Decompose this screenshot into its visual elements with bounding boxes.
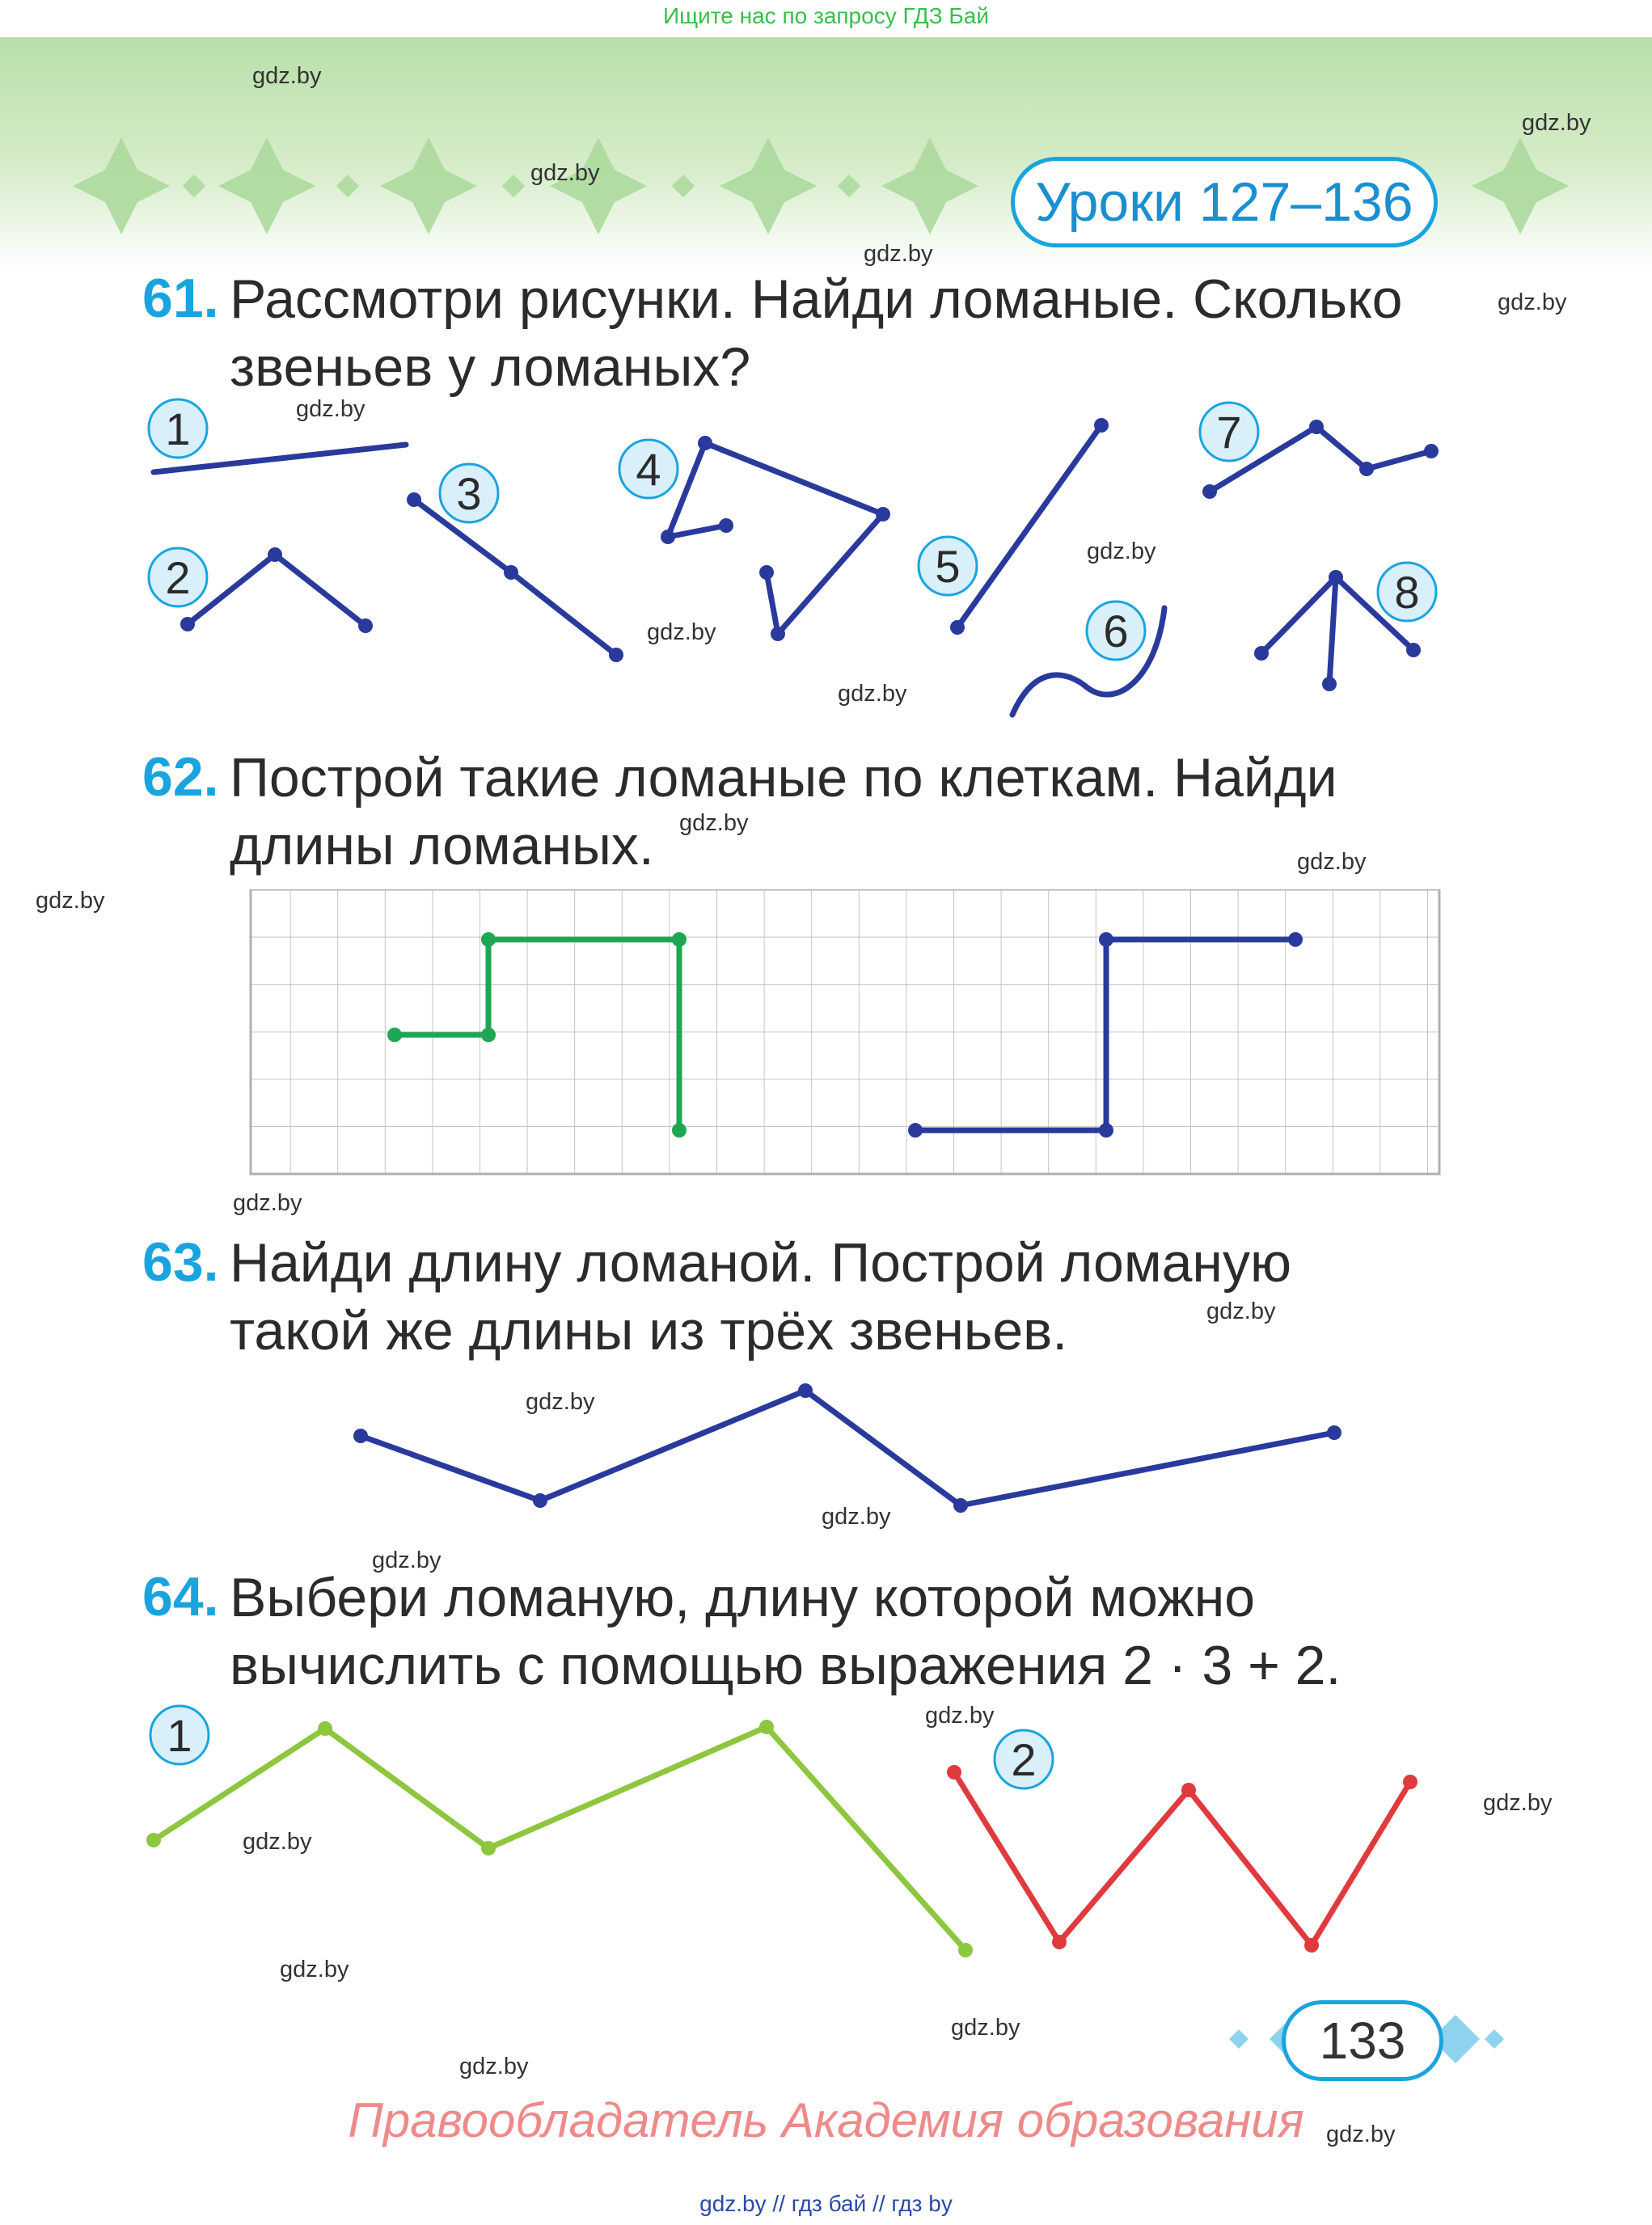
watermark: gdz.by bbox=[1522, 110, 1591, 136]
watermark: gdz.by bbox=[1087, 538, 1156, 564]
polyline-2 bbox=[188, 555, 365, 626]
figure-label: 7 bbox=[1216, 407, 1242, 458]
top-note: Ищите нас по запросу ГДЗ Бай bbox=[662, 3, 990, 28]
watermark: gdz.by bbox=[530, 160, 600, 186]
figure-label: 1 bbox=[167, 1710, 192, 1761]
watermark: gdz.by bbox=[1326, 2122, 1396, 2147]
task-text-line: вычислить с помощью выражения 2 · 3 + 2. bbox=[230, 1635, 1341, 1696]
task-number: 63. bbox=[142, 1231, 219, 1293]
figure-label: 3 bbox=[456, 468, 482, 519]
figure-label: 1 bbox=[165, 403, 191, 454]
task64-figures bbox=[0, 1698, 1652, 1989]
watermark: gdz.by bbox=[679, 810, 749, 836]
figure-label: 4 bbox=[636, 444, 661, 495]
polyline-64-1 bbox=[154, 1727, 965, 1950]
task-text-line: длины ломаных. bbox=[230, 815, 654, 876]
watermark: gdz.by bbox=[372, 1547, 442, 1573]
lessons-badge: Уроки 127–136 bbox=[1011, 157, 1438, 247]
task-text-line: Найди длину ломаной. Построй ломаную bbox=[230, 1232, 1291, 1294]
figure-label: 5 bbox=[935, 541, 961, 592]
watermark: gdz.by bbox=[36, 888, 105, 914]
watermark: gdz.by bbox=[1483, 1790, 1553, 1816]
task61-figures bbox=[0, 388, 1652, 728]
task-number: 62. bbox=[142, 746, 219, 808]
watermark: gdz.by bbox=[864, 241, 933, 267]
task-text-line: Рассмотри рисунки. Найди ломаные. Сколько bbox=[230, 268, 1403, 330]
copyright-text: Правообладатель Академия образования bbox=[348, 2093, 1304, 2147]
watermark: gdz.by bbox=[243, 1829, 312, 1855]
bottom-note: gdz.by // гдз бай // гдз by bbox=[699, 2191, 953, 2216]
figure-label: 8 bbox=[1394, 567, 1420, 618]
task-number: 61. bbox=[142, 268, 219, 329]
watermark: gdz.by bbox=[838, 681, 907, 707]
task-text-line: Выбери ломаную, длину которой можно bbox=[230, 1567, 1256, 1628]
figure-label: 6 bbox=[1103, 606, 1129, 657]
watermark: gdz.by bbox=[296, 396, 365, 422]
figure-label: 2 bbox=[165, 552, 191, 603]
polyline-4 bbox=[668, 443, 883, 634]
task62-grid bbox=[243, 889, 1447, 1180]
watermark: gdz.by bbox=[822, 1504, 891, 1530]
polyline-8-leg bbox=[1329, 577, 1336, 684]
watermark: gdz.by bbox=[647, 619, 716, 645]
polyline-64-2 bbox=[954, 1772, 1410, 1945]
polyline-63 bbox=[361, 1391, 1334, 1505]
watermark: gdz.by bbox=[1498, 289, 1567, 315]
page-number: 133 bbox=[1282, 2000, 1443, 2081]
task-text-line: Построй такие ломаные по клеткам. Найди bbox=[230, 747, 1337, 809]
task-text-line: звеньев у ломаных? bbox=[230, 336, 751, 398]
watermark: gdz.by bbox=[1206, 1298, 1276, 1324]
task-text-line: такой же длины из трёх звеньев. bbox=[230, 1300, 1068, 1362]
watermark: gdz.by bbox=[951, 2015, 1020, 2041]
task63-figure bbox=[0, 1374, 1652, 1520]
task-number: 64. bbox=[142, 1566, 219, 1628]
watermark: gdz.by bbox=[280, 1957, 349, 1982]
watermark: gdz.by bbox=[252, 63, 322, 89]
watermark: gdz.by bbox=[233, 1190, 302, 1216]
figure-label: 2 bbox=[1011, 1734, 1037, 1785]
watermark: gdz.by bbox=[526, 1389, 595, 1415]
segment-5 bbox=[957, 425, 1101, 627]
watermark: gdz.by bbox=[1297, 849, 1367, 875]
watermark: gdz.by bbox=[459, 2054, 529, 2079]
grid-paper bbox=[251, 889, 1439, 1174]
watermark: gdz.by bbox=[925, 1703, 995, 1729]
